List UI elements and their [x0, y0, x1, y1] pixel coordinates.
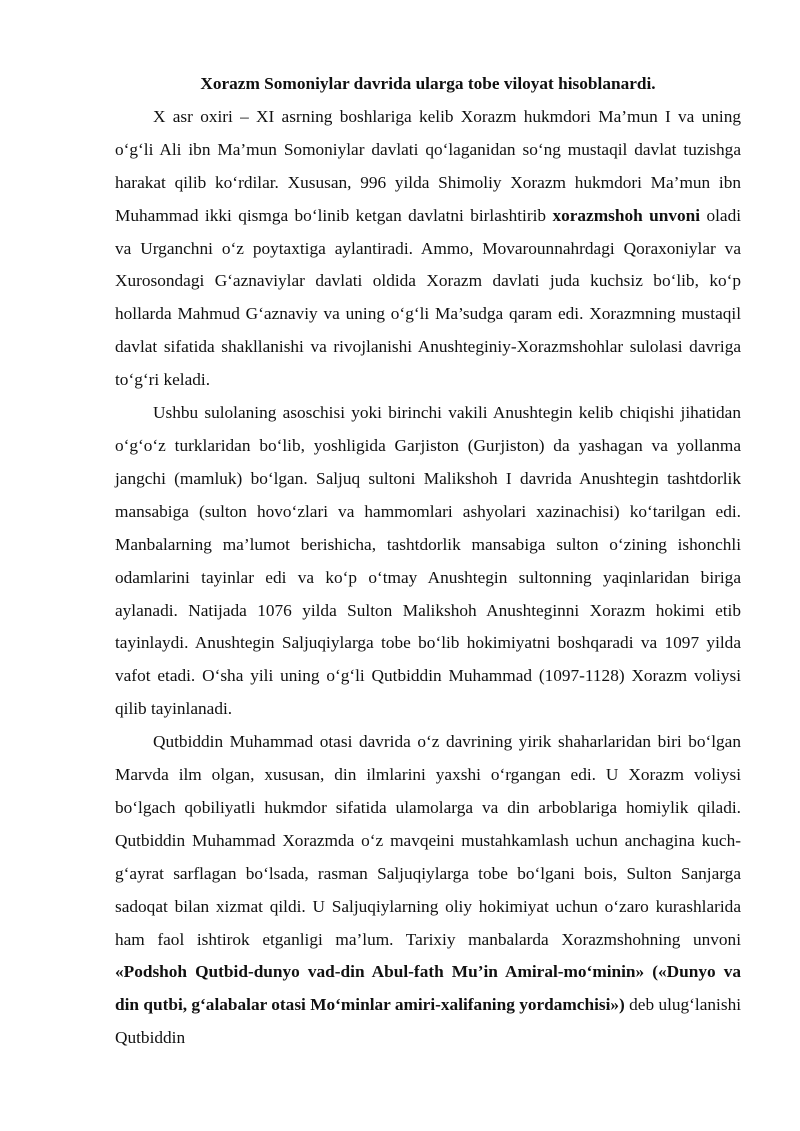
- paragraph-1-text-b: oladi va Urganchni o‘z poytaxtiga aylantiradi. Ammo, Movarounnahrdagi Qoraxoniylar va Xurosondagi G‘aznaviylar davlati oldida Xorazm davlati juda kuchsiz bo‘lib, ko‘p hollarda Mahmud G‘aznaviy va uning o‘g‘li Ma’sudga qaram edi. Xorazmning mustaqil davlat sifatida shakllanishi va rivojlanishi Anushteginiy-Xorazmshohlar sulolasi davriga to‘g‘ri keladi.: [115, 205, 742, 390]
- paragraph-3-bold-title: «Podshoh Qutbid-dunyo vad-din Abul-fath Mu’in Amiral-mo‘minin» («Dunyo va din qutbi, g‘alabalar otasi Mo‘minlar amiri-xalifaning yordamchisi»): [115, 962, 741, 1015]
- intro-line: Xorazm Somoniylar davrida ularga tobe viloyat hisoblanardi.: [200, 74, 656, 93]
- paragraph-3-text-a: Qutbiddin Muhammad otasi davrida o‘z davrining yirik shaharlaridan biri bo‘lgan Marvda ilm olgan, xususan, din ilmlarini yaxshi o‘rgangan edi. U Xorazm voliysi bo‘lgach qobiliyatli hukmdor sifatida ulamolarga va din arboblariga homiylik qiladi. Qutbiddin Muhammad Xorazmda o‘z mavqeini mustahkamlash uchun anchagina kuch-g‘ayrat sarflagan bo‘lsada, rasman Saljuqiylarga tobe bo‘lgani bois, Sulton Sanjarga sadoqat bilan xizmat qildi. U Saljuqiylarning oliy hokimiyat uchun o‘zaro kurashlarida ham faol ishtirok etganligi ma’lum. Tarixiy manbalarda Xorazmshohning unvoni: [115, 732, 741, 949]
- paragraph-3-text-b: deb ulug‘lanishi Qutbiddin: [115, 995, 742, 1048]
- paragraph-1: [115, 101, 741, 397]
- paragraph-1-bold-term: xorazmshoh unvoni: [552, 205, 701, 225]
- paragraph-2: Ushbu sulolaning asoschisi yoki birinchi vakili Anushtegin kelib chiqishi jihatidan o‘g‘o‘z turklaridan bo‘lib, yoshligida Garjiston (Gurjiston) da yashagan va yollanma jangchi (mamluk) bo‘lgan. Saljuq sultoni Malikshoh I davrida Anushtegin tashtdorlik mansabiga (sulton hovo‘zlari va hammomlari ashyolari xazinachisi) ko‘tarilgan edi. Manbalarning ma’lumot berishicha, tashtdorlik mansabiga sulton o‘zining ishonchli odamlarini tayinlar edi va ko‘p o‘tmay Anushtegin sultonning yaqinlaridan biriga aylanadi. Natijada 1076 yilda Sulton Malikshoh Anushteginni Xorazm hokimi etib tayinlaydi. Anushtegin Saljuqiylarga tobe bo‘lib hokimiyatni boshqaradi va 1097 yilda vafot etadi. O‘sha yili uning o‘g‘li Qutbiddin Muhammad (1097-1128) Xorazm voliysi qilib tayinlanadi.: [115, 403, 741, 719]
- paragraph-1-text-a: X asr oxiri – XI asrning boshlariga kelib Xorazm hukmdori Ma’mun I va uning o‘g‘li Ali ibn Ma’mun Somoniylar davlati qo‘laganidan so‘ng mustaqil davlat tuzishga harakat qilib ko‘rdilar. Xususan, 996 yilda Shimoliy Xorazm hukmdori Ma’mun ibn Muhammad ikki qismga bo‘linib ketgan davlatni birlashtirib: [115, 106, 741, 225]
- paragraph-3: [115, 726, 741, 1055]
- document-body: [115, 68, 741, 1055]
